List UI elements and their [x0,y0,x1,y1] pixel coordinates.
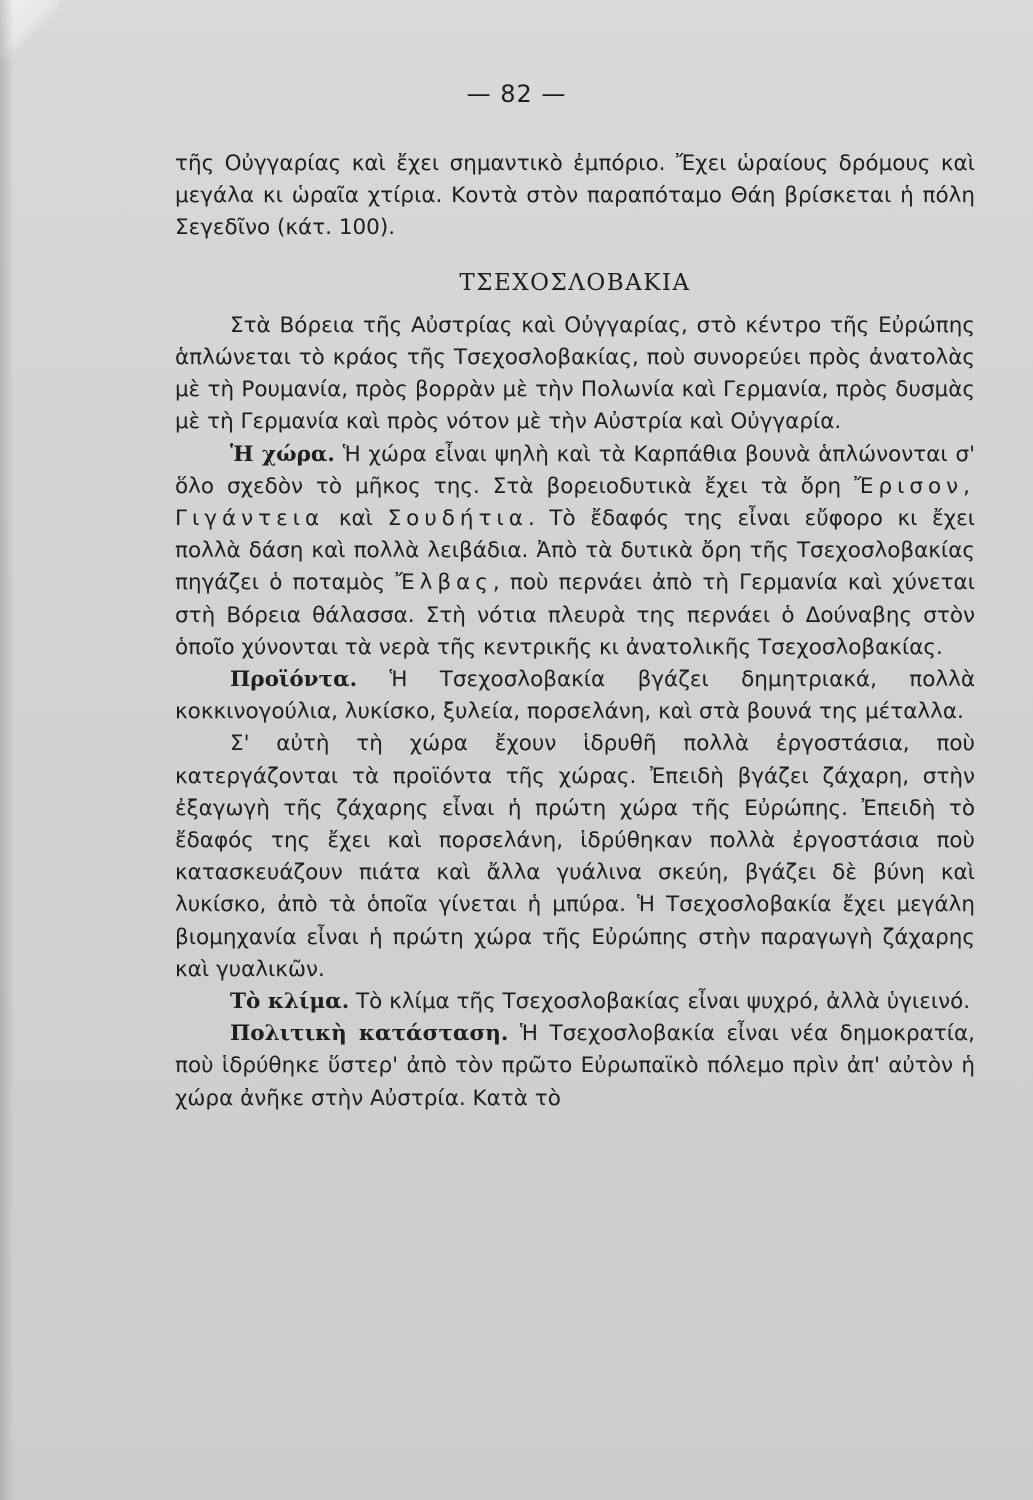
river-name: Ἔλβας [395,570,493,596]
land-text-3: . Τὸ ἔδαφός της εἶναι εὔφορο κι ἔχει πολλὰ δάση καὶ πολλὰ λειβάδια. Ἀπὸ τὰ δυτικὰ ὄρη τῆς Τσεχοσλοβακίας πηγάζει ὁ ποταμὸς [175,506,975,596]
land-text-1: Ἡ χώρα εἶναι ψηλὴ καὶ τὰ Καρπάθια βουνὰ ἁπλώνονται σ' ὅλο σχεδὸν τὸ μῆκος της. Στὰ βορειοδυτικὰ ἔχει τὰ ὄρη [175,441,975,499]
paragraph-land [175,439,975,664]
mountains-1: Ἔρισον, Γιγάντεια [175,473,975,532]
paragraph-politics [175,1018,975,1115]
label-land: Ἡ χώρα. [230,441,335,467]
page-binding-shadow [0,0,14,1500]
land-text-4: , ποὺ περνάει ἀπὸ τὴ Γερμανία καὶ χύνεται στὴ Βόρεια θάλασσα. Στὴ νότια πλευρὰ της περνάει ὁ Δούναβης στὸν ὁποῖο χύνονται τὰ νερὰ τῆς κεντρικῆς κι ἀνατολικῆς Τσεχοσλοβακίας. [175,570,975,660]
products-text: Ἡ Τσεχοσλοβακία βγάζει δημητριακά, πολλὰ κοκκινογούλια, λυκίσκο, ξυλεία, πορσελάνη, καὶ στὰ βουνά της μέταλλα. [175,667,975,725]
mountains-2: Σουδήτια [387,506,528,532]
land-text-2: καὶ [324,506,388,532]
label-politics: Πολιτικὴ κατάσταση. [230,1021,509,1047]
climate-text: Τὸ κλίμα τῆς Τσεχοσλοβακίας εἶναι ψυχρό, ἀλλὰ ὑγιεινό. [349,989,971,1015]
politics-text: Ἡ Τσεχοσλοβακία εἶναι νέα δημοκρατία, ποὺ ἱδρύθηκε ὕστερ' ἀπὸ τὸν πρῶτο Εὐρωπαϊκὸ πόλεμο πρὶν ἀπ' αὐτὸν ἡ χώρα ἀνῆκε στὴν Αὐστρία. Κατὰ τὸ [175,1021,975,1111]
paragraph-industry: Σ' αὐτὴ τὴ χώρα ἔχουν ἱδρυθῆ πολλὰ ἐργοστάσια, ποὺ κατεργάζονται τὰ προϊόντα τῆς χώρας. Ἐπειδὴ βγάζει ζάχαρη, στὴν ἐξαγωγὴ τῆς ζάχαρης εἶναι ἡ πρώτη χώρα τῆς Εὐρώπης. Ἐπειδὴ τὸ ἔδαφός της ἔχει καὶ πορσελάνη, ἱδρύθηκαν πολλὰ ἐργοστάσια ποὺ κατασκευάζουν πιάτα καὶ ἄλλα γυάλινα σκεύη, βγάζει δὲ βύνη καὶ λυκίσκο, ἀπὸ τὰ ὁποῖα γίνεται ἡ μπύρα. Ἡ Τσεχοσλοβακία ἔχει μεγάλη βιομηχανία εἶναι ἡ πρώτη χώρα τῆς Εὐρώπης στὴν παραγωγὴ ζάχαρης καὶ γυαλικῶν. [175,731,975,982]
intro-paragraph: τῆς Οὐγγαρίας καὶ ἔχει σημαντικὸ ἐμπόριο. Ἔχει ὡραίους δρόμους καὶ μεγάλα κι ὡραῖα χτίρια. Κοντὰ στὸν παραπόταμο Θάη βρίσκεται ἡ πόλη Σεγεδῖνο (κάτ. 100). [175,151,975,241]
label-climate: Τὸ κλίμα. [230,989,350,1015]
page-body [175,148,975,1115]
page-number: — 82 — [466,80,567,108]
paragraph-location: Στὰ Βόρεια τῆς Αὐστρίας καὶ Οὐγγαρίας, στὸ κέντρο τῆς Εὐρώπης ἁπλώνεται τὸ κράος τῆς Τσεχοσλοβακίας, ποὺ συνορεύει πρὸς ἀνατολὰς μὲ τὴ Ρουμανία, πρὸς βορρὰν μὲ τὴν Πολωνία καὶ Γερμανία, πρὸς δυσμὰς μὲ τὴ Γερμανία καὶ πρὸς νότον μὲ τὴν Αὐστρία καὶ Οὐγγαρία. [175,312,975,435]
paragraph-products [175,664,975,728]
paragraph-climate [175,986,975,1018]
label-products: Προϊόντα. [230,667,358,693]
section-heading: ΤΣΕΧΟΣΛΟΒΑΚΙΑ [459,269,691,296]
